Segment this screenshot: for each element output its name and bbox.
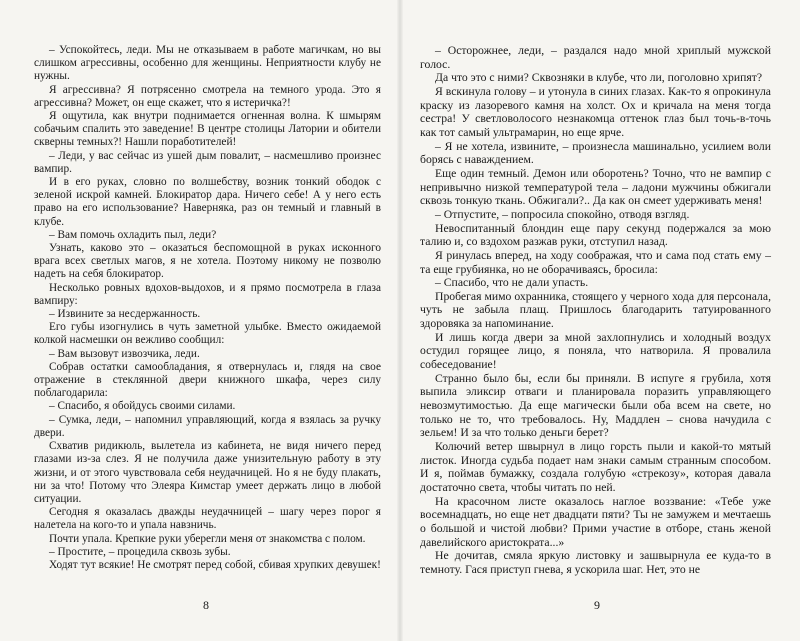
paragraph: Да что это с ними? Сквозняки в клубе, что ли, поголовно хрипят? — [435, 71, 763, 85]
paragraph: – Успокойтесь, леди. Мы не отказываем в работе магичкам, но вы слишком агрессивны, особенно для женщины. Неприятности клубу не нужны. — [34, 44, 381, 83]
paragraph: – Я не хотела, извините, – произнесла машинально, усилием воли борясь с наваждением. — [420, 139, 771, 167]
paragraph: Не дочитав, смяла яркую листовку и зашвырнула ее куда-то в темноту. Гася приступ гнева, я ускорила шаг. Нет, это не — [420, 549, 771, 576]
paragraph: – Вам вызовут извозчика, леди. — [49, 347, 200, 360]
paragraph: – Извините за несдержанность. — [49, 308, 201, 321]
page-number-left: 8 — [203, 598, 209, 612]
paragraph: И лишь когда двери за мной захлопнулись и холодный воздух остудил горящее лицо, я поняла, что натворила. Я провалила собеседование! — [420, 330, 771, 372]
paragraph: Колючий ветер швырнул в лицо горсть пыли и какой-то мятый листок. Иногда судьба подает нам знаки самым странным способом. И я, поймав бумажку, создала голубую «стрекозу», которая давала достаточно света, чтобы читать по ней. — [420, 440, 771, 494]
paragraph: – Отпустите, – попросила спокойно, отводя взгляд. — [435, 207, 690, 221]
paragraph: Странно было бы, если бы приняли. В испуге я грубила, хотя выпила эликсир отваги и планировала поразить управляющего невозмутимостью. Да еще магически были оба всем на свете, но только не то, что требовалось. Ну, Маддлен – снова начудила с зельем! И за что только деньги берет? — [420, 371, 771, 440]
paragraph: – Сумка, леди, – напомнил управляющий, когда я взялась за ручку двери. — [34, 413, 381, 439]
paragraph: Я агрессивна? Я потрясенно смотрела на темного урода. Это я агрессивна? Может, он еще скажет, что я истеричка?! — [34, 83, 381, 109]
paragraph: – Спасибо, я обойдусь своими силами. — [49, 400, 236, 413]
paragraph: Его губы изогнулись в чуть заметной улыбке. Вместо ожидаемой колкой насмешки он вежливо сообщил: — [34, 321, 381, 347]
right-page — [401, 0, 800, 641]
paragraph: Сегодня я оказалась дважды неудачницей – шагу через порог я налетела на кого-то и упала навзничь. — [34, 506, 381, 532]
paragraph: Я ринулась вперед, на ходу соображая, что и сама под стать ему – та еще грубиянка, но не оборачиваясь, бросила: — [420, 248, 771, 276]
paragraph: – Осторожнее, леди, – раздался надо мной хриплый мужской голос. — [420, 44, 771, 71]
paragraph: Почти упала. Крепкие руки уберегли меня от знакомства с полом. — [49, 532, 366, 545]
paragraph: На красочном листе оказалось наглое воззвание: «Тебе уже восемнадцать, но еще нет двадцати пяти? Ты не замужем и мечтаешь о большой и чистой любви? Прими участие в отборе, стань женой давелийского аристократа...» — [420, 494, 771, 549]
page-number-right: 9 — [594, 598, 600, 612]
paragraph: И в его руках, словно по волшебству, возник тонкий ободок с зеленой искрой камней. Блокиратор дара. Ничего себе! А у него есть право на его использование? Наверняка, раз он темный и главный в клубе. — [34, 176, 381, 228]
paragraph: Я вскинула голову – и утонула в синих глазах. Как-то я опрокинула краску из лазоревого камня на холст. Ох и кричала на меня тогда сестра! У светловолосого незнакомца оттенок глаз был точь-в-точь как тот самый ультрамарин, но еще ярче. — [420, 84, 771, 139]
paragraph: Несколько ровных вдохов-выдохов, и я прямо посмотрела в глаза вампиру: — [34, 281, 381, 307]
paragraph: Ходят тут всякие! Не смотрят перед собой, сбивая хрупких девушек! — [49, 558, 381, 571]
paragraph: – Спасибо, что не дали упасть. — [435, 276, 589, 290]
left-page — [0, 0, 399, 641]
paragraph: Узнать, каково это – оказаться беспомощной в руках исконного врага всех светлых магов, я не хотела. Поэтому никому не позволю надеть на себя блокиратор. — [34, 242, 381, 281]
paragraph: – Леди, у вас сейчас из ушей дым повалит, – насмешливо произнес вампир. — [34, 149, 381, 175]
paragraph: Невоспитанный блондин еще пару секунд подержался за мою талию и, со вздохом разжав руки, отступил назад. — [420, 221, 771, 249]
left-page-text — [34, 44, 381, 572]
right-page-text — [420, 44, 771, 577]
paragraph: – Простите, – процедила сквозь зубы. — [49, 545, 231, 558]
paragraph: Схватив ридикюль, вылетела из кабинета, не видя ничего перед глазами из-за слез. Я не получила даже унизительную работу в эту жизни, и от этого чувствовала себя неудачницей. Но я не буду плакать, ни за что! Потому что Элеяра Кимстар умеет держать лицо в любой ситуации. — [34, 440, 381, 505]
paragraph: Собрав остатки самообладания, я отвернулась и, глядя на свое отражение в стеклянной двери книжного шкафа, через силу поблагодарила: — [34, 360, 381, 400]
paragraph: Еще один темный. Демон или оборотень? Точно, что не вампир с непривычно низкой температурой тела – ладони мужчины обжигали сквозь тонкую ткань. Обжигали?.. Да как он смеет удерживать меня! — [420, 166, 771, 208]
paragraph: Я ощутила, как внутри поднимается огненная волна. К шмырям собачьим спалить это заведение! В центре столицы Латории и обители скверны темных?! Нашли поработителей! — [34, 110, 381, 149]
paragraph: Пробегая мимо охранника, стоящего у черного хода для персонала, чуть не забыла плащ. Пришлось благодарить татуированного здоровяка за напоминание. — [420, 289, 771, 331]
paragraph: – Вам помочь охладить пыл, леди? — [49, 228, 217, 241]
